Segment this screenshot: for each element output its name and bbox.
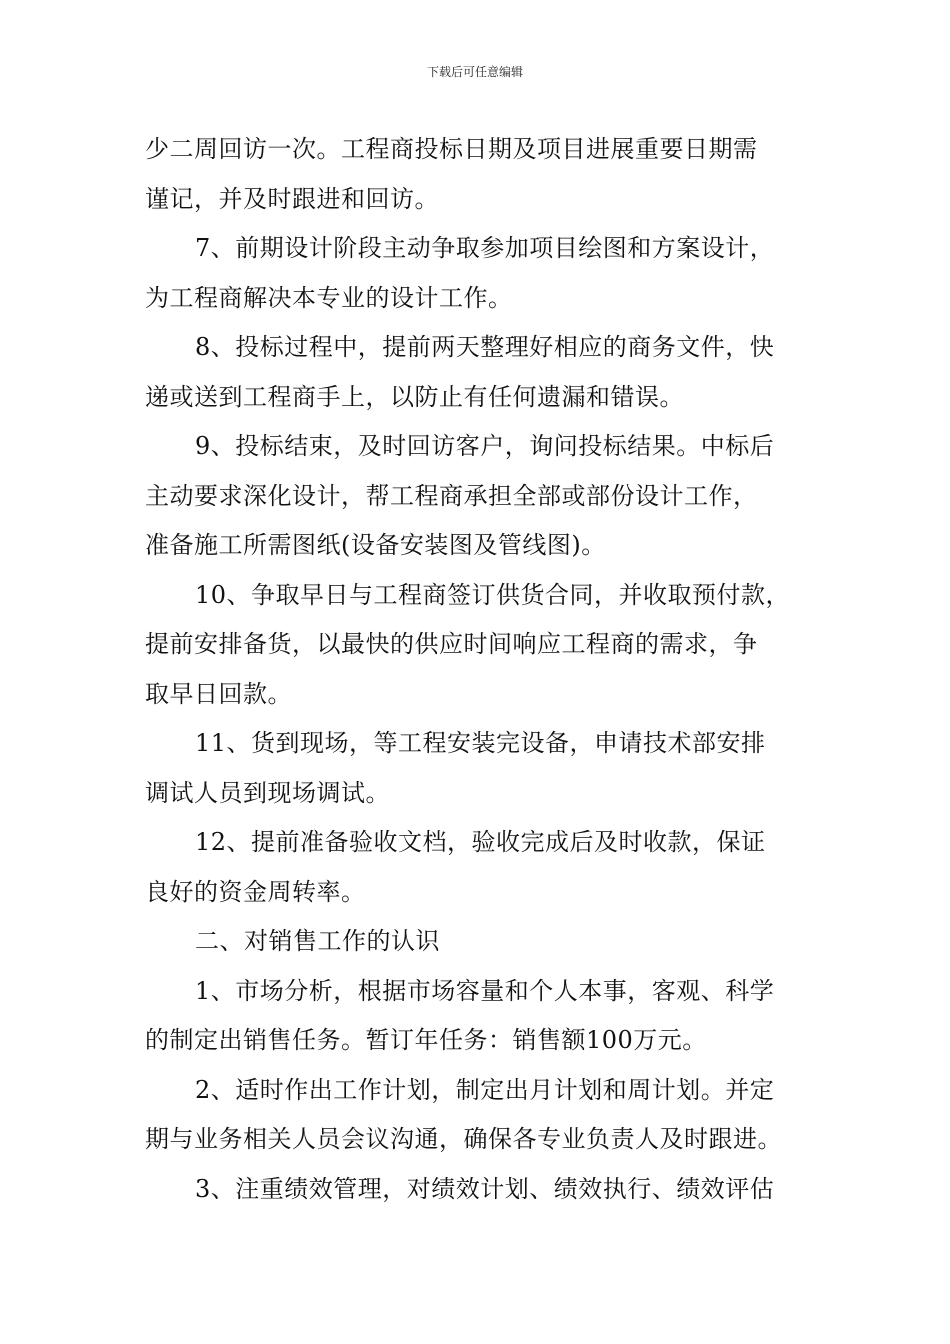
document-body	[145, 125, 810, 1214]
text-line: 期与业务相关人员会议沟通，确保各专业负责人及时跟进。	[145, 1125, 782, 1153]
text-line: 2、适时作出工作计划，制定出月计划和周计划。并定	[195, 1075, 775, 1104]
text-line: 提前安排备货，以最快的供应时间响应工程商的需求，争	[145, 630, 758, 658]
text-line: 准备施工所需图纸(设备安装图及管线图)。	[145, 531, 606, 559]
text-line: 3、注重绩效管理，对绩效计划、绩效执行、绩效评估	[195, 1174, 775, 1203]
text-line: 1、市场分析，根据市场容量和个人本事，客观、科学	[195, 976, 775, 1005]
text-line: 9、投标结束，及时回访客户，询问投标结果。中标后	[195, 432, 775, 460]
text-line: 主动要求深化设计，帮工程商承担全部或部份设计工作，	[145, 481, 758, 510]
section-heading: 二、对销售工作的认识	[195, 927, 440, 955]
text-line: 少二周回访一次。工程商投标日期及项目进展重要日期需	[145, 135, 758, 163]
text-line: 8、投标过程中，提前两天整理好相应的商务文件，快	[195, 333, 775, 361]
text-line: 10、争取早日与工程商签订供货合同，并收取预付款，	[195, 580, 791, 609]
text-line: 的制定出销售任务。暂订年任务：销售额100万元。	[145, 1026, 707, 1054]
text-line: 取早日回款。	[145, 679, 292, 708]
text-line: 7、前期设计阶段主动争取参加项目绘图和方案设计，	[195, 234, 775, 262]
text-line: 递或送到工程商手上，以防止有任何遗漏和错误。	[145, 382, 684, 411]
page-header: 下载后可任意编辑	[426, 65, 523, 79]
text-line: 12、提前准备验收文档，验收完成后及时收款，保证	[195, 828, 766, 856]
text-line: 为工程商解决本专业的设计工作。	[145, 283, 513, 312]
text-line: 11、货到现场，等工程安装完设备，申请技术部安排	[195, 729, 766, 757]
text-line: 良好的资金周转率。	[145, 877, 366, 906]
text-line: 谨记，并及时跟进和回访。	[145, 184, 439, 213]
text-line: 调试人员到现场调试。	[145, 778, 390, 807]
